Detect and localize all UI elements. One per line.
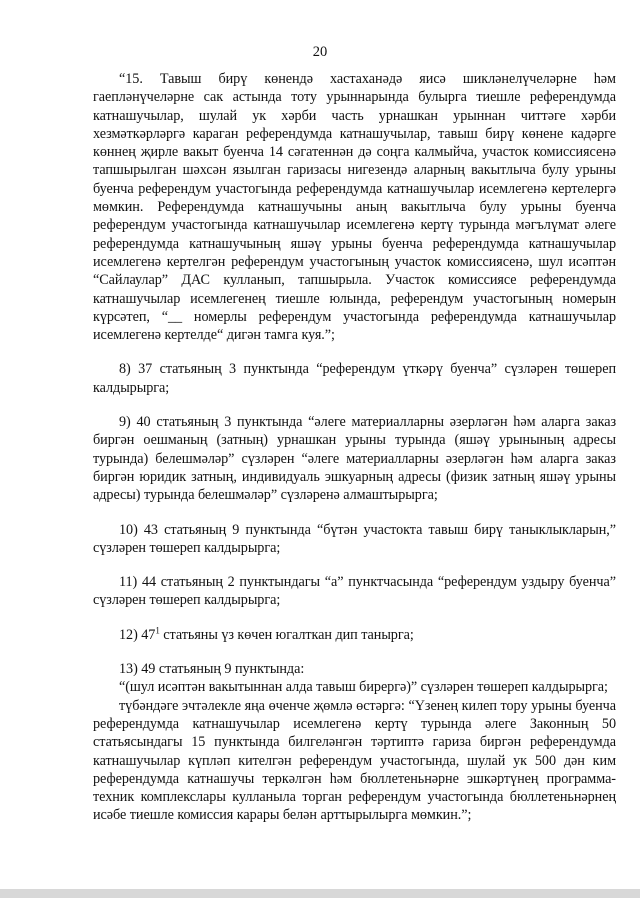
page-number: 20 (312, 44, 328, 60)
paragraph-item-15: “15. Тавыш бирү көнендә хастаханәдә яисә шикләнелүчеләрне һәм гаепләнүчеләрне сак астында тоту урыннарында булырга тиешле референдумда катнашучылар, шулай ук хәрби часть урнашкан урыннан читтәге хәрби хезмәткәрләргә караган референдумда катнашучылар, тавыш бирү көнене кадәрге көннең җирле вакыт буенча 14 сәгатеннән дә соңга калмыйча, участок комиссиясенә тапшырылган шәхсән язылган гаризасы нигезендә аларның вакытлыча булу урыны буенча референдум участогында референдумда катнашучылар исемлегенә кертелергә мөмкин. Референдумда катнашучыны аның вакытлыча булу урыны буенча референдум участогында катнашучылар исемлегенә кертү турында мәгълүмат әлеге референдумда катнашучының яшәү урыны буенча референдумда катнашучылар исемлегенә кертелгән референдум участогының участок комиссиясенә, шул исәптән “Сайлаулар” ДАС кулланып, тапшырыла. Участок комиссиясе референдумда катнашучылар исемлегенең тиешле юлында, референдум участогының номерын күрсәтеп, “__ номерлы референдум участогында референдумда катнашучылар исемлегенә кертелде“ дигән тамга куя.”; (93, 71, 616, 344)
item-12-prefix: 12) 47 (119, 626, 156, 643)
paragraph-item-13-b: түбәндәге эчтәлекле яңа өченче җөмлә өстәргә: “Үзенең килеп тору урыны буенча референдумда катнашучылар исемлегенә кертү турында әлеге Законның 50 статьясындагы 15 пунктында билгеләнгән тәртиптә гариза биргән референдумда катнашучылар күпләп кителгән референдум участогында, шулай ук 500 дән ким референдумда катнашучы теркәлгән һәм бюллетеньнәрне эшкәртүнең программа-техник комплекслары кулланыла торган референдум участогында бюллетеньнәрнең исәбе тиешле комиссия карары белән арттырылырга мөмкин.”; (93, 697, 616, 824)
scan-bottom-edge (0, 889, 640, 898)
paragraph-item-13-a: “(шул исәптән вакытыннан алда тавыш бирергә)” сүзләрен төшереп калдырырга; (119, 679, 608, 696)
item-12-text: статьяны үз көчен югалткан дип танырга; (159, 626, 414, 643)
paragraph-item-13-heading: 13) 49 статьяның 9 пунктында: (119, 661, 305, 678)
document-body (93, 70, 616, 825)
paragraph-item-12 (93, 626, 616, 644)
paragraph-item-8: 8) 37 статьяның 3 пунктында “референдум үткәрү буенча” сүзләрен төшереп калдырырга; (93, 361, 616, 396)
paragraph-item-10: 10) 43 статьяның 9 пунктында “бүтән участокта тавыш бирү таныклыкларын,” сүзләрен төшереп калдырырга; (93, 521, 616, 556)
paragraph-item-11: 11) 44 статьяның 2 пунктындагы “а” пунктчасында “референдум уздыру буенча” сүзләрен төшереп калдырырга; (93, 574, 616, 609)
paragraph-item-9: 9) 40 статьяның 3 пунктында “әлеге материалларны әзерләгән һәм аларга заказ биргән оешманың (затның) урнашкан урыны турында (яшәү урынының адресы турында) белешмәләр” сүзләрен “әлеге материалларны әзерләгән һәм аларга заказ биргән юридик затның, индивидуаль эшкуарның адресы (физик затның яшәү урыны адресы) турында белешмәләр” сүзләренә алмаштырырга; (93, 414, 616, 504)
item-12-superscript: 1 (155, 624, 160, 635)
